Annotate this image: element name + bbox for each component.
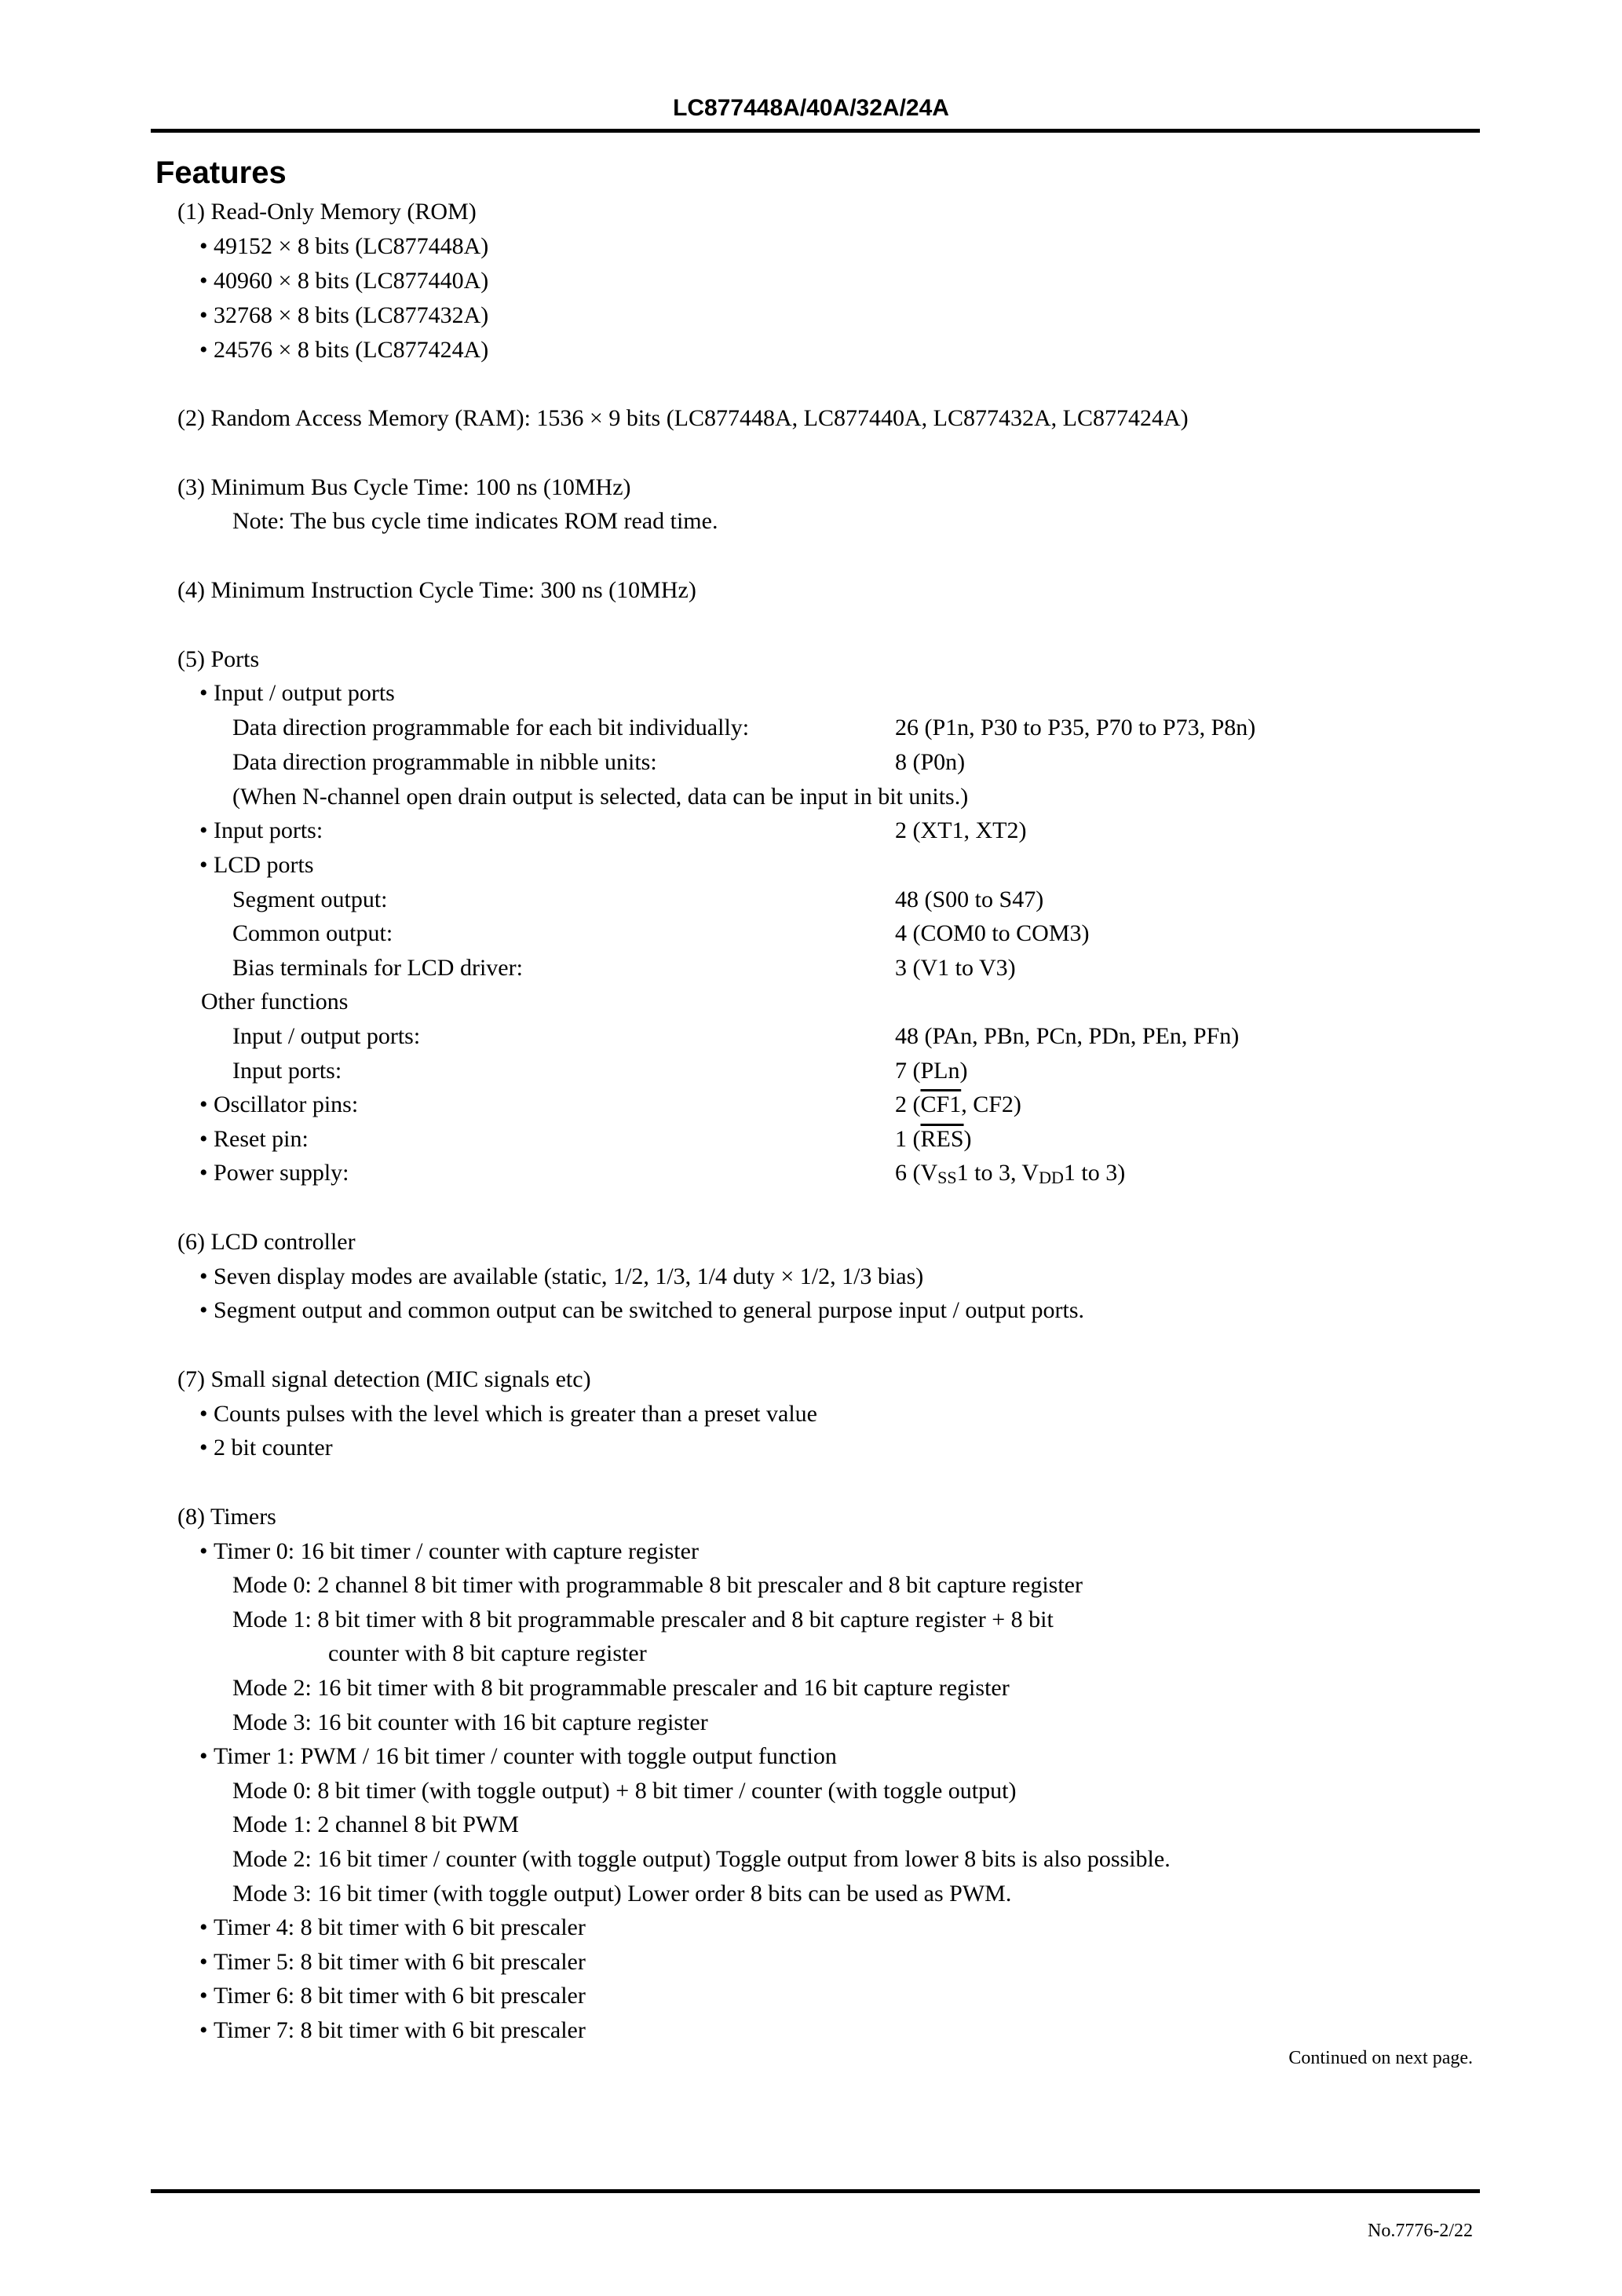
io-nibble-label: Data direction programmable in nibble units: — [232, 749, 657, 775]
bias-terminals-value: 3 (V1 to V3) — [895, 955, 1016, 981]
io-bit-value: 26 (P1n, P30 to P35, P70 to P73, P8n) — [895, 715, 1256, 740]
other-input-label: Input ports: — [232, 1058, 342, 1084]
timers-title: (8) Timers — [177, 1504, 276, 1530]
oscillator-pins-label: • Oscillator pins: — [199, 1091, 358, 1119]
res-overline-text: $\overline{RES}$ — [920, 1126, 964, 1152]
rom-item: • 24576 × 8 bits (LC877424A) — [199, 336, 488, 364]
rom-item: • 49152 × 8 bits (LC877448A) — [199, 232, 488, 261]
rom-item: • 32768 × 8 bits (LC877432A) — [199, 302, 488, 330]
bus-cycle-title: (3) Minimum Bus Cycle Time: 100 ns (10MHz) — [177, 474, 631, 500]
common-output-value: 4 (COM0 to COM3) — [895, 920, 1090, 946]
page-number: No.7776-2/22 — [1368, 2221, 1473, 2241]
oscillator-pins-value: 2 (CF1, CF2) — [895, 1091, 1021, 1117]
footer-rule — [151, 2189, 1480, 2193]
segment-output-value: 48 (S00 to S47) — [895, 887, 1044, 912]
input-ports-value: 2 (XT1, XT2) — [895, 817, 1027, 843]
io-nibble-value: 8 (P0n) — [895, 749, 966, 775]
other-input-value: 7 (PLn) — [895, 1058, 968, 1084]
lcd-controller-item: • Segment output and common output can be switched to general purpose input / output ports. — [199, 1296, 1084, 1325]
lcd-controller-item: • Seven display modes are available (static, 1/2, 1/3, 1/4 duty × 1/2, 1/3 bias) — [199, 1263, 923, 1291]
timer5-desc: • Timer 5: 8 bit timer with 6 bit prescaler — [199, 1948, 586, 1976]
timer0-mode0: Mode 0: 2 channel 8 bit timer with programmable 8 bit prescaler and 8 bit capture register — [232, 1572, 1083, 1598]
other-io-label: Input / output ports: — [232, 1023, 421, 1049]
ram-title: (2) Random Access Memory (RAM): 1536 × 9 bits (LC877448A, LC877440A, LC877432A, LC877424A) — [177, 405, 1189, 431]
reset-pin-value: 1 $(\overline{RES})$ — [895, 1126, 972, 1152]
lcd-controller-title: (6) LCD controller — [177, 1229, 356, 1255]
other-functions-label: Other functions — [201, 989, 349, 1015]
cf1-overline-text: CF1 — [920, 1091, 962, 1117]
reset-pin-label: • Reset pin: — [199, 1125, 309, 1153]
continued-note: Continued on next page. — [1288, 2048, 1473, 2068]
instruction-cycle-title: (4) Minimum Instruction Cycle Time: 300 ns (10MHz) — [177, 577, 696, 603]
power-supply-value: 6 (VSS1 to 3, VDD1 to 3) — [895, 1160, 1126, 1187]
ports-title: (5) Ports — [177, 646, 260, 672]
timer0-mode1-continued: counter with 8 bit capture register — [328, 1640, 647, 1666]
timer4-desc: • Timer 4: 8 bit timer with 6 bit prescaler — [199, 1914, 586, 1942]
small-signal-title: (7) Small signal detection (MIC signals etc) — [177, 1366, 591, 1392]
timer1-mode0: Mode 0: 8 bit timer (with toggle output) + 8 bit timer / counter (with toggle output) — [232, 1778, 1017, 1804]
other-io-value: 48 (PAn, PBn, PCn, PDn, PEn, PFn) — [895, 1023, 1240, 1049]
segment-output-label: Segment output: — [232, 887, 388, 912]
timer0-mode3: Mode 3: 16 bit counter with 16 bit capture register — [232, 1709, 708, 1735]
timer0-mode2: Mode 2: 16 bit timer with 8 bit programmable prescaler and 16 bit capture register — [232, 1675, 1010, 1701]
bus-cycle-note: Note: The bus cycle time indicates ROM read time. — [232, 508, 718, 534]
small-signal-item: • 2 bit counter — [199, 1434, 333, 1462]
rom-title: (1) Read-Only Memory (ROM) — [177, 199, 477, 225]
io-bit-label: Data direction programmable for each bit individually: — [232, 715, 750, 740]
common-output-label: Common output: — [232, 920, 393, 946]
timer1-mode1: Mode 1: 2 channel 8 bit PWM — [232, 1812, 519, 1837]
timer1-desc: • Timer 1: PWM / 16 bit timer / counter with toggle output function — [199, 1742, 837, 1771]
timer6-desc: • Timer 6: 8 bit timer with 6 bit prescaler — [199, 1982, 586, 2010]
small-signal-item: • Counts pulses with the level which is greater than a preset value — [199, 1400, 817, 1428]
power-supply-label: • Power supply: — [199, 1159, 349, 1187]
timer1-mode3: Mode 3: 16 bit timer (with toggle output) Lower order 8 bits can be used as PWM. — [232, 1881, 1012, 1907]
timer0-desc: • Timer 0: 16 bit timer / counter with capture register — [199, 1537, 699, 1566]
rom-item: • 40960 × 8 bits (LC877440A) — [199, 267, 488, 295]
features-heading: Features — [155, 155, 287, 190]
timer7-desc: • Timer 7: 8 bit timer with 6 bit prescaler — [199, 2016, 586, 2045]
timer0-mode1: Mode 1: 8 bit timer with 8 bit programmable prescaler and 8 bit capture register + 8 bit — [232, 1607, 1054, 1632]
document-header-title: LC877448A/40A/32A/24A — [673, 95, 949, 121]
io-ports-label: • Input / output ports — [199, 679, 395, 707]
lcd-ports-label: • LCD ports — [199, 851, 314, 879]
header-rule — [151, 129, 1480, 133]
timer1-mode2: Mode 2: 16 bit timer / counter (with toggle output) Toggle output from lower 8 bits is also possible. — [232, 1846, 1171, 1872]
io-note: (When N-channel open drain output is selected, data can be input in bit units.) — [232, 784, 969, 810]
bias-terminals-label: Bias terminals for LCD driver: — [232, 955, 523, 981]
input-ports-label: • Input ports: — [199, 817, 323, 845]
